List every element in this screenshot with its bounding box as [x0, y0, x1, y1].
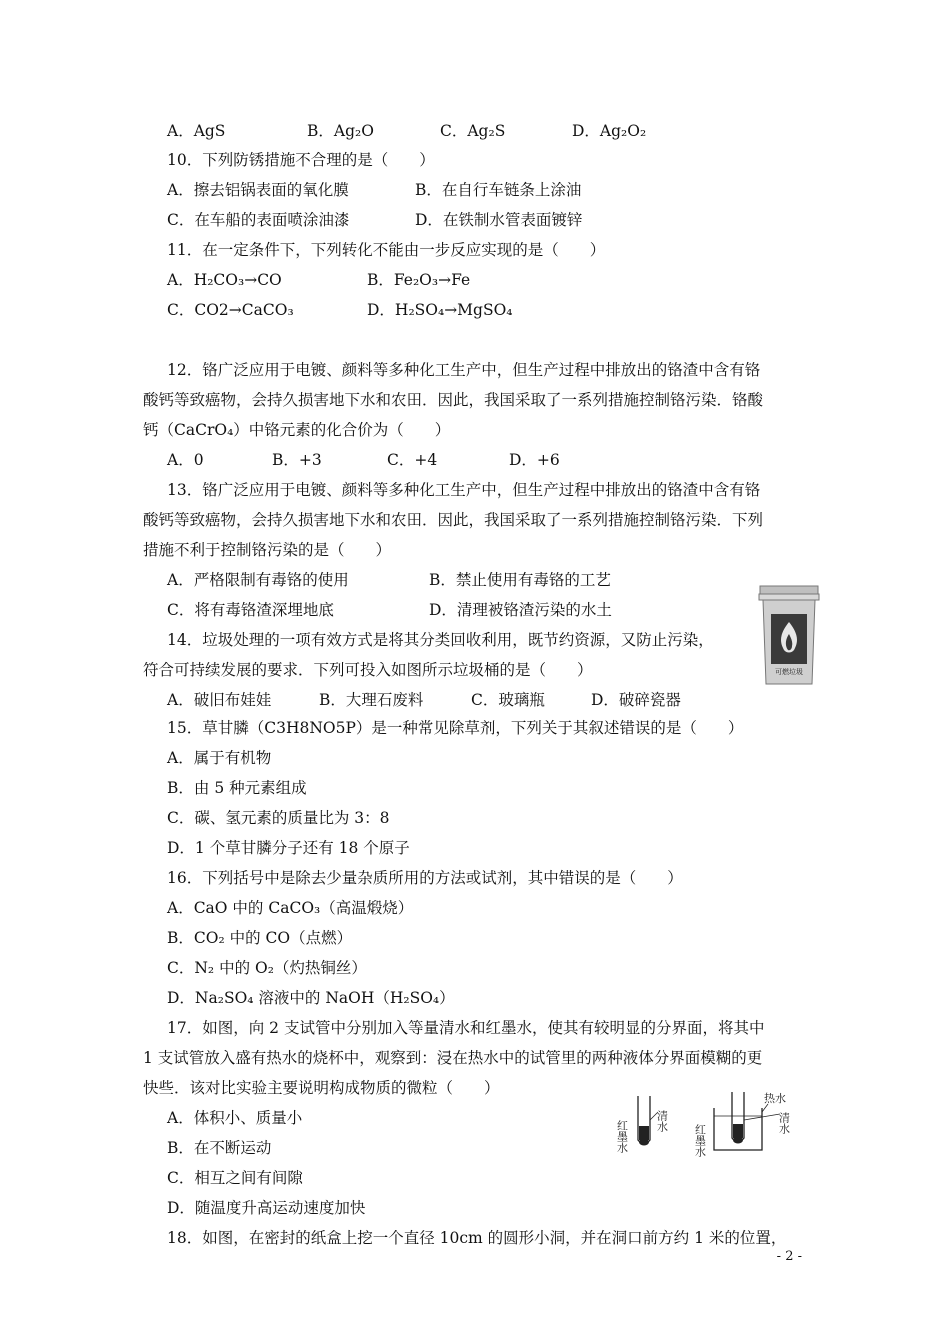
test-tube-left [638, 1096, 650, 1146]
q14-option-c: C．玻璃瓶 [471, 691, 545, 709]
q13-options-row1 [167, 570, 611, 590]
q10-options-row1 [167, 180, 581, 200]
q10-option-b: B．在自行车链条上涂油 [415, 181, 582, 199]
trash-bin-figure [757, 584, 821, 686]
q15-option-c: C．碳、氢元素的质量比为 3：8 [167, 809, 390, 827]
q13-line-1: 13．铬广泛应用于电镀、颜料等多种化工生产中，但生产过程中排放出的铬渣中含有铬 [167, 481, 761, 499]
bin-lid-rim [759, 594, 819, 600]
q16-option-c: C．N₂ 中的 O₂（灼热铜丝） [167, 959, 367, 977]
q12-options [167, 450, 560, 470]
q9-option-a: A．AgS [167, 122, 226, 140]
q14-options [167, 690, 681, 710]
q17-line-2: 1 支试管放入盛有热水的烧杯中，观察到：浸在热水中的试管里的两种液体分界面模糊的更 [143, 1049, 763, 1067]
q15-option-d: D．1 个草甘膦分子还有 18 个原子 [167, 839, 410, 857]
q11-option-b: B．Fe₂O₃→Fe [367, 271, 471, 289]
test-tube-figure [612, 1090, 802, 1158]
q12-option-a: A．0 [167, 451, 204, 469]
q9-options [167, 121, 646, 141]
q16-option-a: A．CaO 中的 CaCO₃（高温煅烧） [167, 899, 414, 917]
q13-line-3: 措施不利于控制铬污染的是（ ） [143, 541, 392, 559]
q10-option-c: C．在车船的表面喷涂油漆 [167, 211, 350, 229]
q9-option-b: B．Ag₂O [307, 122, 374, 140]
q9-option-d: D．Ag₂O₂ [572, 122, 647, 140]
q16-option-d: D．Na₂SO₄ 溶液中的 NaOH（H₂SO₄） [167, 989, 455, 1007]
q11-stem: 11．在一定条件下，下列转化不能由一步反应实现的是（ ） [167, 241, 606, 259]
q10-stem: 10．下列防锈措施不合理的是（ ） [167, 151, 435, 169]
q13-line-2: 酸钙等致癌物，会持久损害地下水和农田．因此，我国采取了一系列措施控制铬污染．下列 [143, 511, 764, 529]
q11-options-row1 [167, 270, 470, 290]
q11-options-row2 [167, 300, 513, 320]
q13-option-a: A．严格限制有毒铬的使用 [167, 571, 349, 589]
bin-label-text: 可燃垃圾 [775, 668, 803, 676]
q17-line-1: 17．如图，向 2 支试管中分别加入等量清水和红墨水，使其有较明显的分界面，将其中 [167, 1019, 765, 1037]
q10-option-d: D．在铁制水管表面镀锌 [415, 211, 583, 229]
q14-option-a: A．破旧布娃娃 [167, 691, 272, 709]
q16-stem: 16．下列括号中是除去少量杂质所用的方法或试剂，其中错误的是（ ） [167, 869, 683, 887]
q11-option-c: C．CO2→CaCO₃ [167, 301, 294, 319]
q14-option-b: B．大理石废料 [319, 691, 424, 709]
q14-line-1: 14．垃圾处理的一项有效方式是将其分类回收利用，既节约资源，又防止污染， [167, 631, 714, 649]
q12-line-3: 钙（CaCrO₄）中铬元素的化合价为（ ） [143, 421, 451, 439]
q16-option-b: B．CO₂ 中的 CO（点燃） [167, 929, 353, 947]
q10-options-row2 [167, 210, 582, 230]
label-red-ink-right: 红墨水 [693, 1124, 707, 1157]
q17-option-a: A．体积小、质量小 [167, 1109, 303, 1127]
q13-options-row2 [167, 600, 612, 620]
label-hot-water: 热水 [764, 1092, 786, 1105]
q14-option-d: D．破碎瓷器 [591, 691, 681, 709]
q11-option-a: A．H₂CO₃→CO [167, 271, 282, 289]
q9-option-c: C．Ag₂S [440, 122, 506, 140]
q12-option-d: D．+6 [509, 451, 560, 469]
q17-option-b: B．在不断运动 [167, 1139, 272, 1157]
label-red-ink-left: 红墨水 [615, 1120, 629, 1153]
label-clear-water-left: 清水 [655, 1110, 669, 1132]
page-number: - 2 - [776, 1249, 802, 1264]
q18-line: 18．如图，在密封的纸盒上挖一个直径 10cm 的圆形小洞，并在洞口前方约 1 米的位置， [167, 1229, 787, 1247]
q17-option-c: C．相互之间有间隙 [167, 1169, 303, 1187]
q17-option-d: D．随温度升高运动速度加快 [167, 1199, 366, 1217]
q15-stem: 15．草甘膦（C3H8NO5P）是一种常见除草剂，下列关于其叙述错误的是（ ） [167, 719, 744, 737]
q12-option-b: B．+3 [272, 451, 322, 469]
q13-option-b: B．禁止使用有毒铬的工艺 [429, 571, 611, 589]
q13-option-c: C．将有毒铬渣深埋地底 [167, 601, 334, 619]
test-tube-right [732, 1092, 744, 1144]
q12-line-2: 酸钙等致癌物，会持久损害地下水和农田．因此，我国采取了一系列措施控制铬污染．铬酸 [143, 391, 764, 409]
q15-option-b: B．由 5 种元素组成 [167, 779, 307, 797]
q12-option-c: C．+4 [387, 451, 438, 469]
q14-line-2: 符合可持续发展的要求．下列可投入如图所示垃圾桶的是（ ） [143, 661, 593, 679]
pointer-line-hot-water [762, 1104, 768, 1112]
q17-line-3: 快些．该对比实验主要说明构成物质的微粒（ ） [143, 1079, 500, 1097]
q13-option-d: D．清理被铬渣污染的水土 [429, 601, 612, 619]
label-clear-water-right: 清水 [777, 1112, 791, 1134]
q12-line-1: 12．铬广泛应用于电镀、颜料等多种化工生产中，但生产过程中排放出的铬渣中含有铬 [167, 361, 761, 379]
q10-option-a: A．擦去铝锅表面的氧化膜 [167, 181, 349, 199]
q15-option-a: A．属于有机物 [167, 749, 272, 767]
q11-option-d: D．H₂SO₄→MgSO₄ [367, 301, 513, 319]
